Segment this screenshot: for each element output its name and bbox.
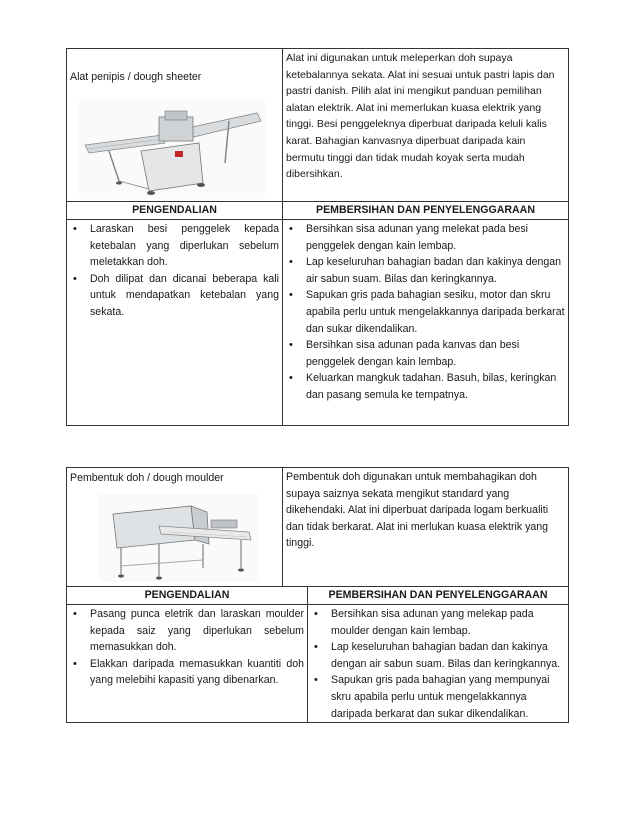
moulder-table xyxy=(66,467,569,723)
moulder-description-cell xyxy=(282,468,568,586)
moulder-name-cell xyxy=(67,468,282,586)
sheeter-name-cell xyxy=(67,49,282,201)
moulder-control-header: PENGENDALIAN xyxy=(144,589,230,601)
moulder-header-row xyxy=(67,586,568,604)
list-item: • Bersihkan sisa adunan yang melekap pada moulder dengan kain lembap. xyxy=(311,606,565,639)
moulder-cleaning-header: PEMBERSIHAN DAN PENYELENGGARAAN xyxy=(307,587,568,604)
moulder-cleaning-cell xyxy=(307,605,568,722)
sheeter-control-list xyxy=(70,221,279,321)
list-item: • Pasang punca eletrik dan laraskan moulder kepada saiz yang diperlukan sebelum memasukkan doh. xyxy=(70,606,304,656)
list-item: • Elakkan daripada memasukkan kuantiti doh yang melebihi kapasiti yang dibenarkan. xyxy=(70,656,304,689)
moulder-info-row xyxy=(67,468,568,586)
list-item: • Sapukan gris pada bahagian sesiku, motor dan skru apabila perlu untuk mengelakkannya daripada berkarat dan sukar dikendalikan. xyxy=(286,287,565,337)
sheeter-cleaning-list xyxy=(286,221,565,404)
list-item: • Sapukan gris pada bahagian yang mempunyai skru apabila perlu untuk mengelakkannya daripada berkarat dan sukar dikendalikan. xyxy=(311,672,565,722)
sheeter-control-header: PENGENDALIAN xyxy=(132,204,217,216)
sheeter-body-row xyxy=(67,219,568,425)
list-item: • Bersihkan sisa adunan pada kanvas dan besi penggelek dengan kain lembap. xyxy=(286,337,565,370)
moulder-description: Pembentuk doh digunakan untuk membahagikan doh supaya saiznya sekata mengikut standard yang dikehendaki. Alat ini diperbuat daripada logam berkualiti dan tidak berkarat. Alat ini merlukan kuasa elektrik yang tinggi. xyxy=(286,471,549,550)
sheeter-cleaning-cell xyxy=(282,220,568,425)
list-item: • Doh dilipat dan dicanai beberapa kali untuk mendapatkan ketebalan yang sekata. xyxy=(70,271,279,321)
sheeter-image xyxy=(79,99,265,199)
moulder-name: Pembentuk doh / dough moulder xyxy=(70,472,224,484)
sheeter-description-cell xyxy=(282,49,568,201)
moulder-body-row xyxy=(67,604,568,722)
moulder-control-cell xyxy=(67,605,307,722)
moulder-cleaning-list xyxy=(311,606,565,722)
sheeter-table xyxy=(66,48,569,426)
sheeter-name: Alat penipis / dough sheeter xyxy=(70,71,202,83)
sheeter-header-row xyxy=(67,201,568,219)
sheeter-info-row xyxy=(67,49,568,201)
moulder-control-list xyxy=(70,606,304,689)
list-item: • Lap keseluruhan bahagian badan dan kakinya dengan air sabun suam. Bilas dan keringkannya. xyxy=(286,254,565,287)
list-item: • Lap keseluruhan bahagian badan dan kakinya dengan air sabun suam. Bilas dan keringkannya. xyxy=(311,639,565,672)
list-item: • Laraskan besi penggelek kepada ketebalan yang diperlukan sebelum meletakkan doh. xyxy=(70,221,279,271)
sheeter-description: Alat ini digunakan untuk meleperkan doh supaya ketebalannya sekata. Alat ini sesuai untuk pastri lapis dan pastri danish. Pilih alat ini mengikut panduan pemilihan alatan elektrik. Alat ini memerlukan kuasa elektrik yang tinggi. Besi penggeleknya diperbuat daripada keluli kalis karat. Bahagian kanvasnya diperbuat daripada kain bermutu tinggi dan tidak mudah koyak serta mudah dibersihkan. xyxy=(286,52,555,181)
moulder-image xyxy=(99,494,259,582)
sheeter-control-cell xyxy=(67,220,282,425)
list-item: • Keluarkan mangkuk tadahan. Basuh, bilas, keringkan dan pasang semula ke tempatnya. xyxy=(286,370,565,403)
sheeter-cleaning-header: PEMBERSIHAN DAN PENYELENGGARAAN xyxy=(282,202,568,219)
list-item: • Bersihkan sisa adunan yang melekat pada besi penggelek dengan kain lembap. xyxy=(286,221,565,254)
